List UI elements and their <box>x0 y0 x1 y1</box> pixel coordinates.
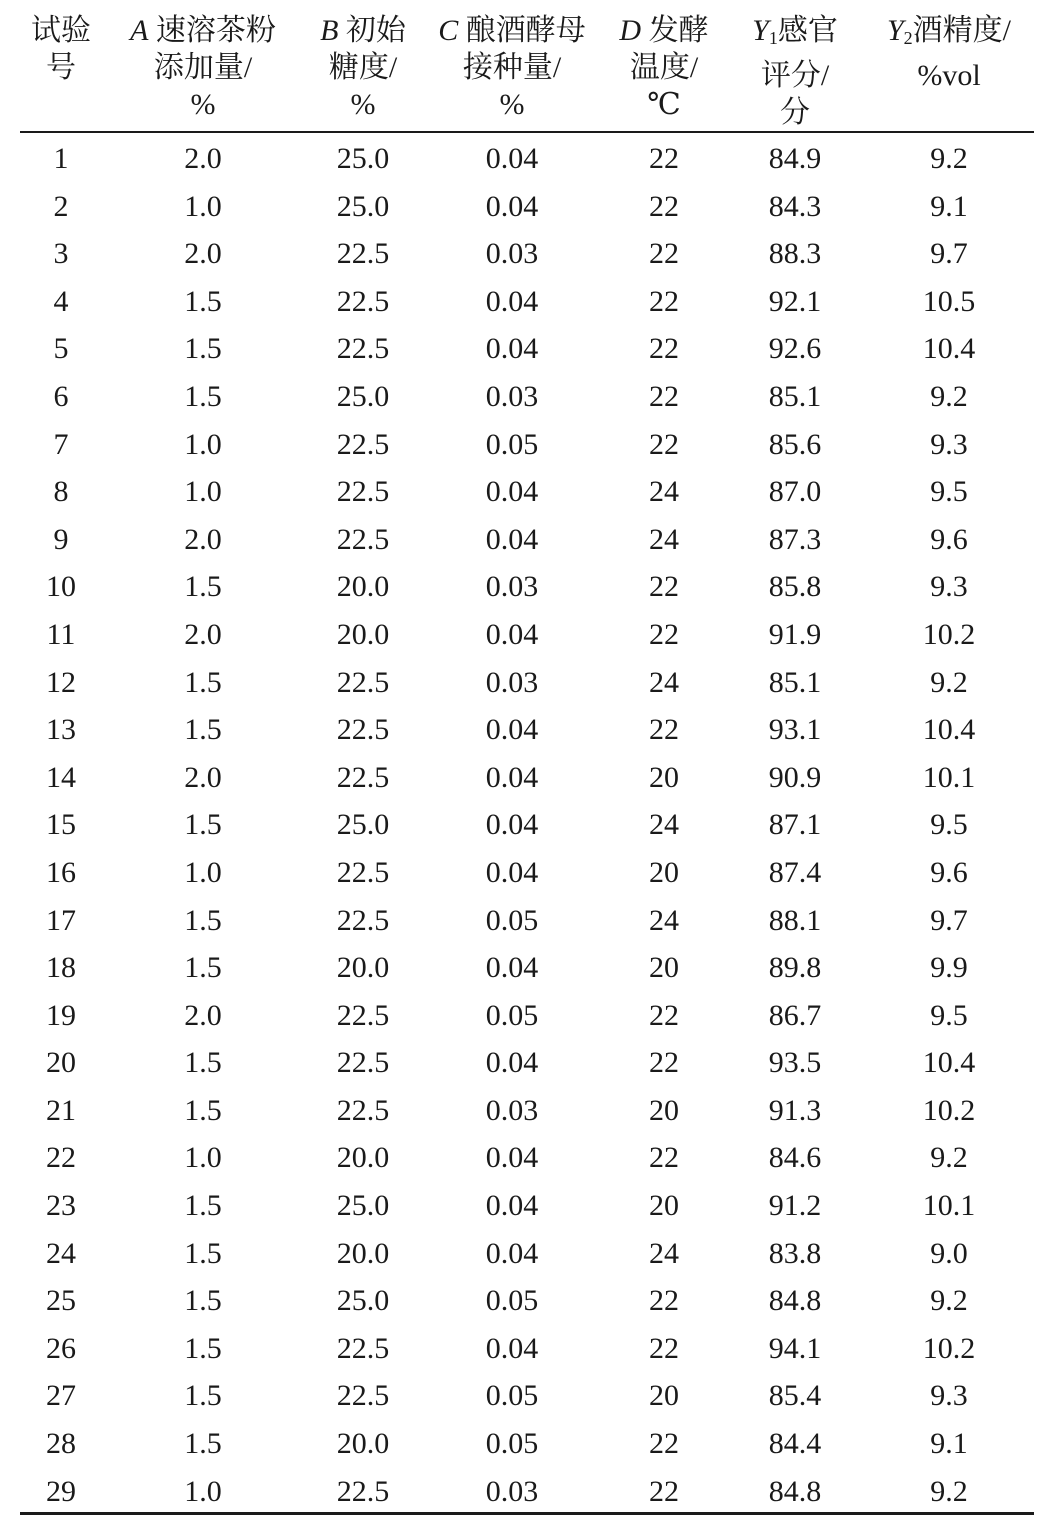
table-cell: 0.04 <box>485 855 539 889</box>
table-cell: 85.6 <box>768 427 822 461</box>
column-header-text: 分 <box>780 96 810 129</box>
table-cell: 21 <box>46 1093 76 1127</box>
factor-letter: C <box>438 14 459 47</box>
experiment-results-table <box>20 0 1034 1515</box>
column-header-line <box>304 86 422 123</box>
table-cell: 88.3 <box>768 237 822 271</box>
table-cell: 0.04 <box>485 617 539 651</box>
table-cell: 25.0 <box>336 808 390 842</box>
table-cell: 9.6 <box>930 855 968 889</box>
table-cell: 22.5 <box>336 713 390 747</box>
table-cell: 25 <box>46 1284 76 1318</box>
table-cell: 0.05 <box>485 1284 539 1318</box>
table-cell: 92.6 <box>768 332 822 366</box>
table-cell: 0.03 <box>485 237 539 271</box>
table-cell: 22.5 <box>336 903 390 937</box>
table-cell: 93.1 <box>768 713 822 747</box>
table-cell: 0.03 <box>485 1474 539 1508</box>
table-cell: 9.5 <box>930 998 968 1032</box>
table-cell: 0.03 <box>485 379 539 413</box>
table-cell: 22 <box>649 189 679 223</box>
column-header <box>304 0 422 132</box>
table-cell: 83.8 <box>768 1236 822 1270</box>
table-cell: 13 <box>46 713 76 747</box>
table-cell: 91.9 <box>768 617 822 651</box>
table-cell: 1.5 <box>184 570 222 604</box>
table-cell: 1.0 <box>184 189 222 223</box>
column-header-line <box>422 12 602 49</box>
table-row <box>20 992 1034 1040</box>
table-cell: 1.5 <box>184 903 222 937</box>
column-header-text: % <box>499 88 525 121</box>
table-row <box>20 1087 1034 1135</box>
table-cell: 93.5 <box>768 1046 822 1080</box>
table-cell: 22 <box>649 427 679 461</box>
table-row <box>20 183 1034 231</box>
table-cell: 16 <box>46 855 76 889</box>
table-cell: 1.0 <box>184 1141 222 1175</box>
table-cell: 0.05 <box>485 1379 539 1413</box>
table-row <box>20 706 1034 754</box>
column-header <box>602 0 726 132</box>
table-cell: 10.1 <box>922 1189 976 1223</box>
table-cell: 22 <box>649 1331 679 1365</box>
factor-letter: D <box>619 14 642 47</box>
table-cell: 22.5 <box>336 665 390 699</box>
column-header-line <box>602 49 726 86</box>
table-cell: 9.3 <box>930 1379 968 1413</box>
table-cell: 0.04 <box>485 1046 539 1080</box>
table-row <box>20 1230 1034 1278</box>
table-cell: 24 <box>649 903 679 937</box>
table-cell: 1.5 <box>184 284 222 318</box>
factor-letter: Y <box>886 14 904 47</box>
table-cell: 20.0 <box>336 1236 390 1270</box>
table-cell: 0.03 <box>485 1093 539 1127</box>
table-cell: 22 <box>649 1284 679 1318</box>
table-cell: 10 <box>46 570 76 604</box>
column-header-line <box>726 57 864 94</box>
table-cell: 22.5 <box>336 522 390 556</box>
table-row <box>20 754 1034 802</box>
column-header-line <box>102 12 304 49</box>
table-row <box>20 1325 1034 1373</box>
table-cell: 22 <box>649 1141 679 1175</box>
table-cell: 9.1 <box>930 1427 968 1461</box>
table-cell: 0.04 <box>485 1236 539 1270</box>
table-cell: 9.7 <box>930 903 968 937</box>
table-cell: 2.0 <box>184 998 222 1032</box>
table-cell: 22.5 <box>336 332 390 366</box>
table-cell: 1.5 <box>184 1046 222 1080</box>
table-cell: 1 <box>53 142 69 175</box>
table-cell: 10.2 <box>922 1093 976 1127</box>
table-row <box>20 611 1034 659</box>
table-cell: 10.5 <box>922 284 976 318</box>
table-row <box>20 849 1034 897</box>
column-header-line <box>304 12 422 49</box>
table-cell: 85.1 <box>768 379 822 413</box>
table-cell: 0.04 <box>485 332 539 366</box>
column-header <box>20 0 102 132</box>
table-cell: 94.1 <box>768 1331 822 1365</box>
factor-letter: B <box>320 14 339 47</box>
column-header-text: 酒精度/ <box>912 14 1012 47</box>
table-cell: 22.5 <box>336 998 390 1032</box>
table-cell: 18 <box>46 951 76 985</box>
table-row <box>20 563 1034 611</box>
table-cell: 24 <box>649 808 679 842</box>
table-cell: 1.0 <box>184 1474 222 1508</box>
column-header-text: 号 <box>46 51 76 84</box>
table-cell: 1.5 <box>184 1379 222 1413</box>
table-cell: 0.04 <box>485 760 539 794</box>
table-cell: 0.05 <box>485 1427 539 1461</box>
table-cell: 2 <box>53 189 69 223</box>
table-cell: 2.0 <box>184 617 222 651</box>
table-cell: 1.5 <box>184 713 222 747</box>
table-cell: 9.0 <box>930 1236 968 1270</box>
column-header-line <box>102 86 304 123</box>
column-header-text: 糖度/ <box>328 51 398 84</box>
table-cell: 0.04 <box>485 522 539 556</box>
table-cell: 87.1 <box>768 808 822 842</box>
table-cell: 84.9 <box>768 142 822 175</box>
table-cell: 22.5 <box>336 855 390 889</box>
table-cell: 20.0 <box>336 617 390 651</box>
table-cell: 1.5 <box>184 808 222 842</box>
table-cell: 22 <box>649 1474 679 1508</box>
table-cell: 29 <box>46 1474 76 1508</box>
table-cell: 2.0 <box>184 237 222 271</box>
table-cell: 85.4 <box>768 1379 822 1413</box>
table-cell: 0.05 <box>485 427 539 461</box>
table-cell: 9.2 <box>930 379 968 413</box>
table-cell: 1.5 <box>184 1189 222 1223</box>
table-cell: 87.4 <box>768 855 822 889</box>
table-cell: 25.0 <box>336 1189 390 1223</box>
table-cell: 15 <box>46 808 76 842</box>
table-row <box>20 1372 1034 1420</box>
table-cell: 9.1 <box>930 189 968 223</box>
table-cell: 0.04 <box>485 808 539 842</box>
table-bottom-rule <box>20 1512 1034 1515</box>
column-header-text: 酿酒酵母 <box>458 14 586 47</box>
table-cell: 20.0 <box>336 570 390 604</box>
table-cell: 22.5 <box>336 1046 390 1080</box>
column-header-text: 接种量/ <box>462 51 562 84</box>
column-header-line <box>20 12 102 49</box>
table-row <box>20 897 1034 945</box>
table-cell: 10.1 <box>922 760 976 794</box>
table-cell: 22 <box>649 379 679 413</box>
table-cell: 25.0 <box>336 379 390 413</box>
table-cell: 91.2 <box>768 1189 822 1223</box>
table-cell: 0.05 <box>485 998 539 1032</box>
column-header-text: 温度/ <box>629 51 699 84</box>
table-cell: 0.04 <box>485 1331 539 1365</box>
table-cell: 89.8 <box>768 951 822 985</box>
column-header-line <box>602 12 726 49</box>
table-cell: 1.5 <box>184 379 222 413</box>
table-cell: 20 <box>649 1379 679 1413</box>
column-header-text: 添加量/ <box>153 51 253 84</box>
table-row <box>20 468 1034 516</box>
table-row <box>20 1277 1034 1325</box>
table-cell: 22 <box>649 332 679 366</box>
factor-subscript: 1 <box>768 28 778 48</box>
table-cell: 2.0 <box>184 142 222 175</box>
table-cell: 92.1 <box>768 284 822 318</box>
table-cell: 3 <box>53 237 69 271</box>
table-cell: 22 <box>649 237 679 271</box>
table-cell: 10.4 <box>922 332 976 366</box>
table-cell: 1.5 <box>184 1427 222 1461</box>
table-cell: 17 <box>46 903 76 937</box>
table-cell: 6 <box>53 379 69 413</box>
table-cell: 91.3 <box>768 1093 822 1127</box>
table-cell: 84.4 <box>768 1427 822 1461</box>
table-cell: 14 <box>46 760 76 794</box>
table-cell: 5 <box>53 332 69 366</box>
table-cell: 9.2 <box>930 142 968 175</box>
table-row <box>20 373 1034 421</box>
table-cell: 26 <box>46 1331 76 1365</box>
table-cell: 22 <box>649 1427 679 1461</box>
table-row <box>20 1039 1034 1087</box>
table-row <box>20 132 1034 183</box>
table-row <box>20 516 1034 564</box>
table-cell: 22 <box>649 998 679 1032</box>
table-cell: 9.9 <box>930 951 968 985</box>
table-row <box>20 944 1034 992</box>
column-header-text: 试验 <box>31 14 91 47</box>
factor-letter: Y <box>752 14 769 47</box>
table-cell: 20.0 <box>336 951 390 985</box>
table-cell: 84.8 <box>768 1474 822 1508</box>
table-cell: 2.0 <box>184 522 222 556</box>
table-cell: 4 <box>53 284 69 318</box>
table-cell: 0.03 <box>485 570 539 604</box>
table-cell: 20.0 <box>336 1427 390 1461</box>
table-cell: 0.04 <box>485 951 539 985</box>
table-cell: 20 <box>649 1189 679 1223</box>
table-cell: 9 <box>53 522 69 556</box>
table-cell: 8 <box>53 475 69 509</box>
table-cell: 84.8 <box>768 1284 822 1318</box>
table-cell: 10.4 <box>922 713 976 747</box>
column-header <box>102 0 304 132</box>
table-cell: 11 <box>46 617 76 651</box>
table-cell: 9.7 <box>930 237 968 271</box>
table-row <box>20 325 1034 373</box>
table-cell: 0.04 <box>485 189 539 223</box>
table-cell: 22.5 <box>336 1474 390 1508</box>
column-header-line <box>20 49 102 86</box>
table-cell: 0.04 <box>485 142 539 175</box>
table-row <box>20 1420 1034 1468</box>
table-cell: 0.04 <box>485 1189 539 1223</box>
table-cell: 9.5 <box>930 808 968 842</box>
table-cell: 22 <box>649 713 679 747</box>
table-cell: 19 <box>46 998 76 1032</box>
table-cell: 1.0 <box>184 855 222 889</box>
column-header-text: %vol <box>917 59 981 92</box>
table-cell: 22.5 <box>336 237 390 271</box>
column-header-text: % <box>190 88 216 121</box>
table-cell: 22.5 <box>336 475 390 509</box>
column-header-line <box>602 86 726 123</box>
table-body <box>20 132 1034 1515</box>
table-row <box>20 230 1034 278</box>
factor-subscript: 2 <box>903 28 913 48</box>
table-cell: 85.1 <box>768 665 822 699</box>
table-cell: 27 <box>46 1379 76 1413</box>
table-cell: 0.04 <box>485 284 539 318</box>
table-cell: 9.2 <box>930 1141 968 1175</box>
column-header-line <box>422 49 602 86</box>
table-cell: 7 <box>53 427 69 461</box>
table-cell: 22 <box>46 1141 76 1175</box>
table-cell: 22.5 <box>336 1379 390 1413</box>
table-cell: 9.6 <box>930 522 968 556</box>
table-cell: 87.3 <box>768 522 822 556</box>
table-cell: 22 <box>649 617 679 651</box>
table-cell: 25.0 <box>336 142 390 175</box>
table-cell: 9.2 <box>930 1474 968 1508</box>
table-cell: 10.2 <box>922 617 976 651</box>
table-cell: 84.3 <box>768 189 822 223</box>
column-header-text: 初始 <box>338 14 406 47</box>
table-cell: 1.5 <box>184 1236 222 1270</box>
table-cell: 84.6 <box>768 1141 822 1175</box>
table-cell: 24 <box>649 475 679 509</box>
column-header-line <box>422 86 602 123</box>
table-cell: 90.9 <box>768 760 822 794</box>
table-cell: 20 <box>46 1046 76 1080</box>
table-row <box>20 1182 1034 1230</box>
column-header <box>422 0 602 132</box>
table-cell: 28 <box>46 1427 76 1461</box>
column-header-line <box>304 49 422 86</box>
table-cell: 20 <box>649 760 679 794</box>
table-cell: 24 <box>46 1236 76 1270</box>
column-header-text: 发酵 <box>641 14 709 47</box>
table-cell: 0.04 <box>485 1141 539 1175</box>
table-cell: 2.0 <box>184 760 222 794</box>
table-row <box>20 801 1034 849</box>
table-cell: 1.0 <box>184 427 222 461</box>
table-cell: 9.3 <box>930 427 968 461</box>
table-row <box>20 1468 1034 1516</box>
table-cell: 1.5 <box>184 1331 222 1365</box>
table-cell: 88.1 <box>768 903 822 937</box>
table-cell: 10.2 <box>922 1331 976 1365</box>
table-cell: 23 <box>46 1189 76 1223</box>
column-header <box>726 0 864 132</box>
table-cell: 20 <box>649 951 679 985</box>
table-cell: 86.7 <box>768 998 822 1032</box>
table-cell: 0.05 <box>485 903 539 937</box>
table-cell: 22 <box>649 570 679 604</box>
column-header-line <box>726 12 864 57</box>
table-cell: 9.2 <box>930 1284 968 1318</box>
table-cell: 22.5 <box>336 1331 390 1365</box>
table-row <box>20 1134 1034 1182</box>
table-cell: 22.5 <box>336 1093 390 1127</box>
table-cell: 22 <box>649 284 679 318</box>
table-cell: 20.0 <box>336 1141 390 1175</box>
column-header-line <box>864 57 1034 94</box>
table-cell: 10.4 <box>922 1046 976 1080</box>
table-row <box>20 278 1034 326</box>
table-cell: 1.5 <box>184 1093 222 1127</box>
factor-letter: A <box>130 14 149 47</box>
table-row <box>20 659 1034 707</box>
table-cell: 24 <box>649 1236 679 1270</box>
table-cell: 0.04 <box>485 475 539 509</box>
table-cell: 87.0 <box>768 475 822 509</box>
table-cell: 1.5 <box>184 951 222 985</box>
table-cell: 1.5 <box>184 665 222 699</box>
table-cell: 25.0 <box>336 189 390 223</box>
table-cell: 22 <box>649 1046 679 1080</box>
table-cell: 22.5 <box>336 427 390 461</box>
column-header-line <box>726 94 864 131</box>
table-cell: 20 <box>649 855 679 889</box>
table-cell: 9.3 <box>930 570 968 604</box>
table-cell: 85.8 <box>768 570 822 604</box>
table-cell: 22 <box>649 142 679 175</box>
column-header-text: % <box>350 88 376 121</box>
table-cell: 9.2 <box>930 665 968 699</box>
column-header-text: ℃ <box>647 88 681 121</box>
table-cell: 9.5 <box>930 475 968 509</box>
table-cell: 22.5 <box>336 284 390 318</box>
table-cell: 0.04 <box>485 713 539 747</box>
table-cell: 20 <box>649 1093 679 1127</box>
column-header-line <box>102 49 304 86</box>
table-row <box>20 421 1034 469</box>
column-header-text: 速溶茶粉 <box>148 14 276 47</box>
column-header-text: 感官 <box>777 14 838 47</box>
table-cell: 1.5 <box>184 332 222 366</box>
table-cell: 25.0 <box>336 1284 390 1318</box>
table-cell: 0.03 <box>485 665 539 699</box>
table-cell: 1.0 <box>184 475 222 509</box>
column-header-text: 评分/ <box>760 59 830 92</box>
header-row <box>20 0 1034 132</box>
table-cell: 24 <box>649 665 679 699</box>
table-cell: 24 <box>649 522 679 556</box>
table-cell: 1.5 <box>184 1284 222 1318</box>
table-header <box>20 0 1034 132</box>
column-header <box>864 0 1034 132</box>
column-header-line <box>864 12 1034 57</box>
table-cell: 12 <box>46 665 76 699</box>
table-cell: 22.5 <box>336 760 390 794</box>
